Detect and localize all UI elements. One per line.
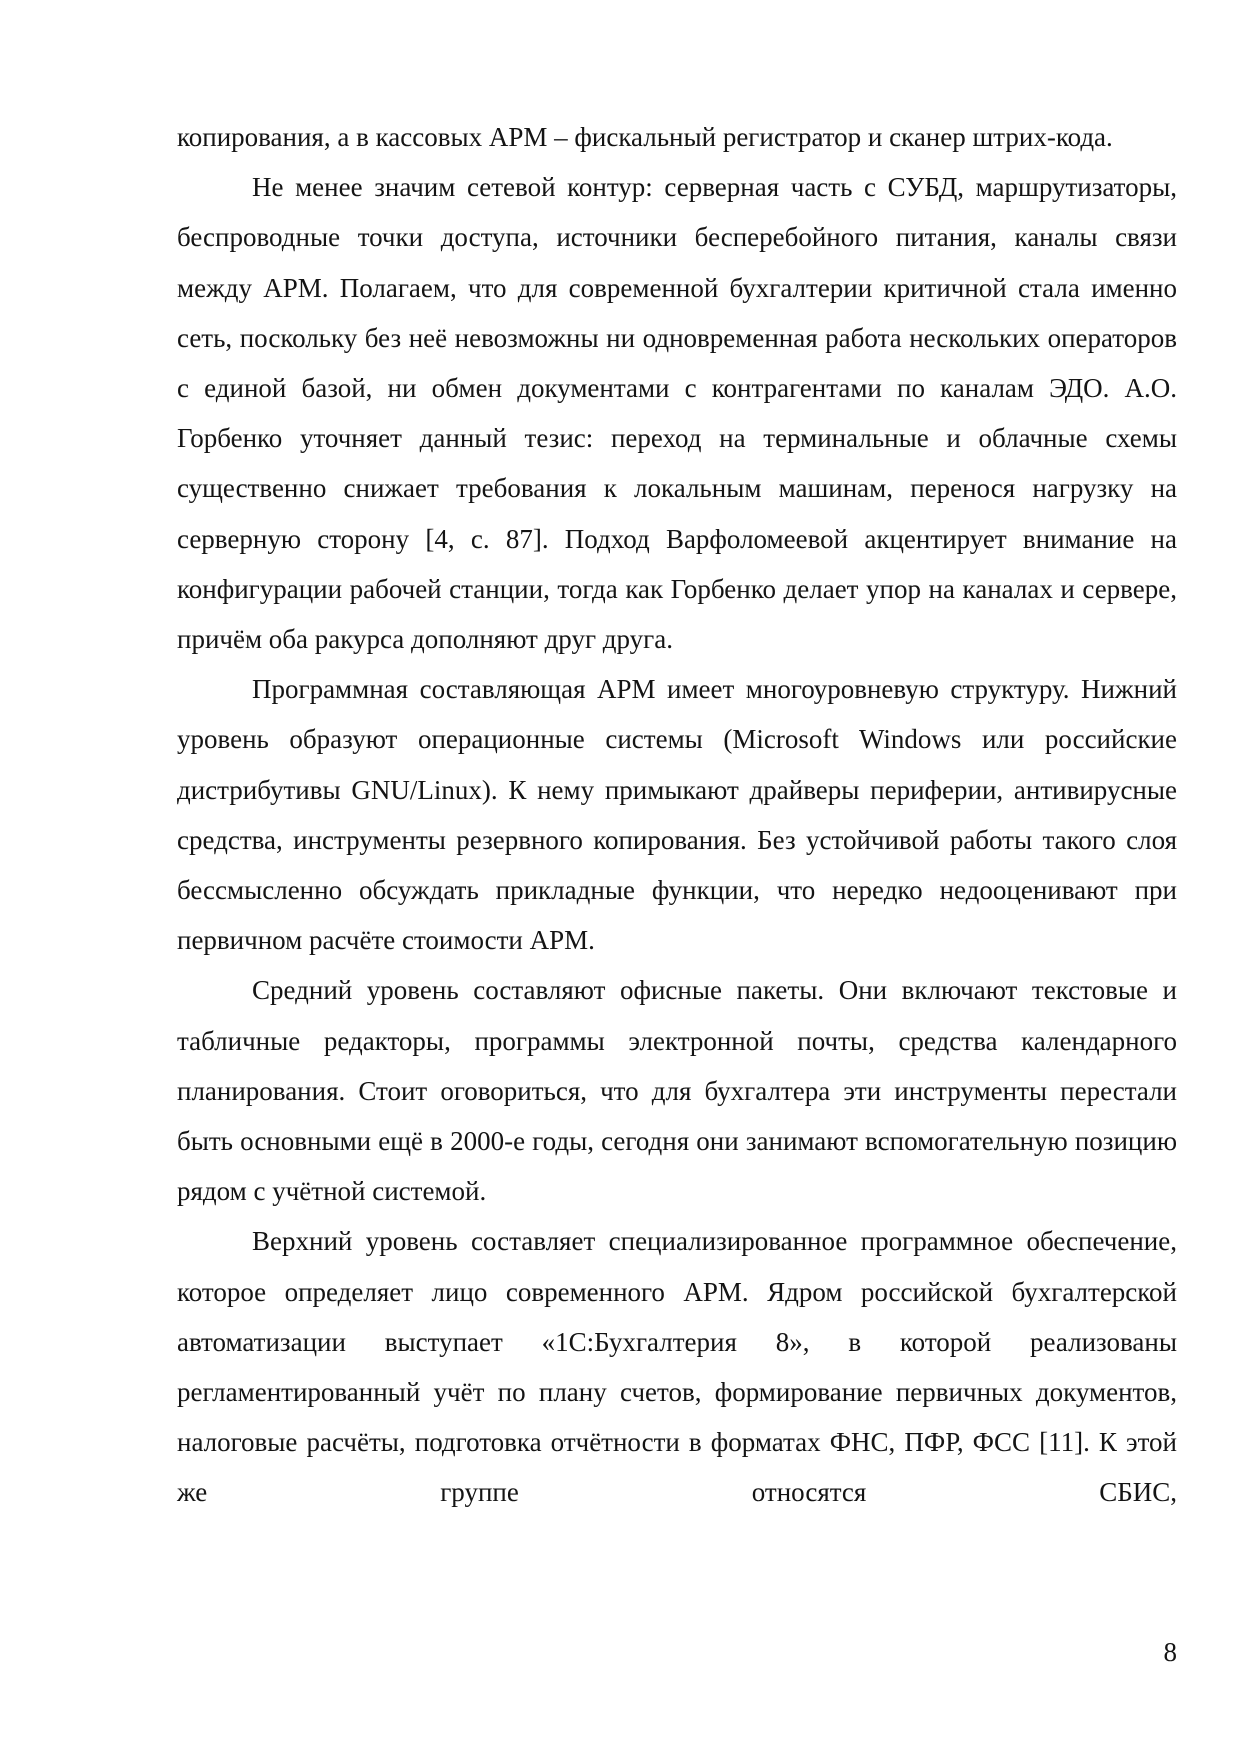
paragraph-continuation: копирования, а в кассовых АРМ – фискальный регистратор и сканер штрих-кода.: [177, 122, 1113, 152]
paragraph-software-structure: Программная составляющая АРМ имеет многоуровневую структуру. Нижний уровень образуют операционные системы (Microsoft Windows или российские дистрибутивы GNU/Linux). К нему примыкают драйверы периферии, антивирусные средства, инструменты резервного копирования. Без устойчивой работы такого слоя бессмысленно обсуждать прикладные функции, что нередко недооценивают при первичном расчёте стоимости АРМ.: [177, 674, 1177, 956]
body-text: [177, 112, 1177, 1518]
paragraph-network: Не менее значим сетевой контур: серверная часть с СУБД, маршрутизаторы, беспроводные точки доступа, источники бесперебойного питания, каналы связи между АРМ. Полагаем, что для современной бухгалтерии критичной стала именно сеть, поскольку без неё невозможны ни одновременная работа нескольких операторов с единой базой, ни обмен документами с контрагентами по каналам ЭДО. А.О. Горбенко уточняет данный тезис: переход на терминальные и облачные схемы существенно снижает требования к локальным машинам, перенося нагрузку на серверную сторону [4, с. 87]. Подход Варфоломеевой акцентирует внимание на конфигурации рабочей станции, тогда как Горбенко делает упор на каналах и сервере, причём оба ракурса дополняют друг друга.: [177, 172, 1177, 655]
page-number: 8: [1163, 1637, 1177, 1667]
paragraph-top-level: Верхний уровень составляет специализированное программное обеспечение, которое определяет лицо современного АРМ. Ядром российской бухгалтерской автоматизации выступает «1С:Бухгалтерия 8», в которой реализованы регламентированный учёт по плану счетов, формирование первичных документов, налоговые расчёты, подготовка отчётности в форматах ФНС, ПФР, ФСС [11]. К этой же группе относятся СБИС,: [177, 1226, 1177, 1508]
paragraph-middle-level: Средний уровень составляют офисные пакеты. Они включают текстовые и табличные редакторы, программы электронной почты, средства календарного планирования. Стоит оговориться, что для бухгалтера эти инструменты перестали быть основными ещё в 2000-е годы, сегодня они занимают вспомогательную позицию рядом с учётной системой.: [177, 975, 1177, 1207]
